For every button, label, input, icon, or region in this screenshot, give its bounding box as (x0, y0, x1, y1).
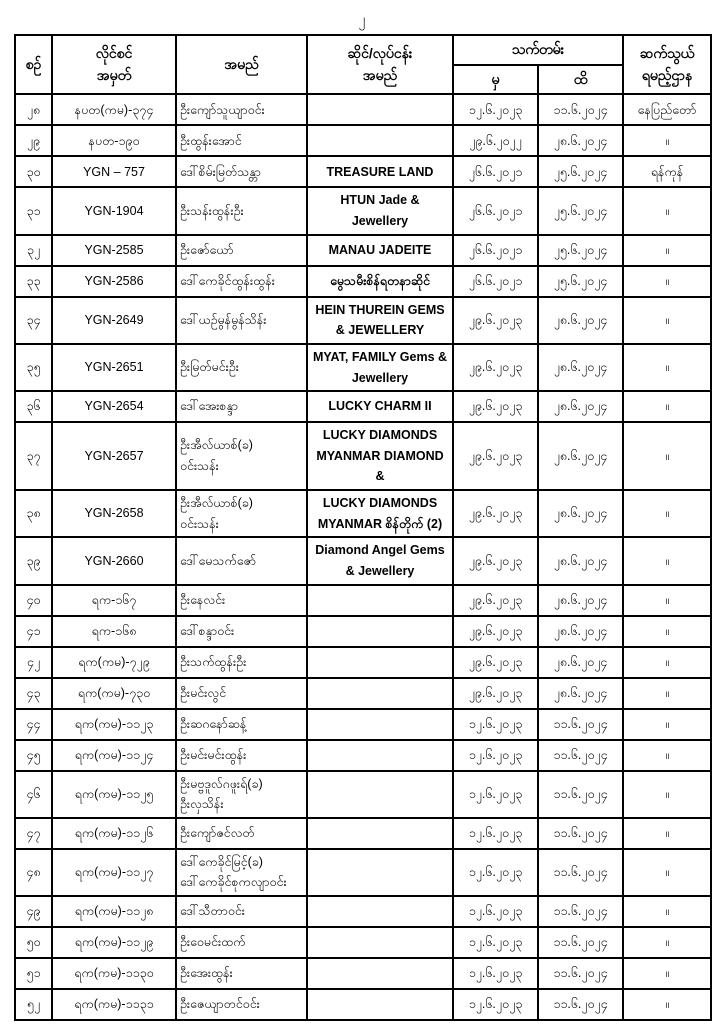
serial-cell: ၃၄ (15, 297, 52, 344)
license-number-cell: YGN-1904 (52, 187, 176, 234)
col-header-validity-label: သက်တမ်း (511, 41, 565, 57)
license-number-cell: YGN-2651 (52, 344, 176, 391)
table-row (15, 896, 711, 927)
serial-cell: ၄၁ (15, 616, 52, 647)
valid-to-date-cell: ၁၁.၆.၂၀၂၄ (538, 958, 623, 989)
valid-from-date-cell: ၂၆.၆.၂၀၂၁ (453, 156, 538, 187)
table-row (15, 709, 711, 740)
contact-department-cell: ။ (623, 818, 711, 849)
serial-cell: ၄၀ (15, 585, 52, 616)
licensee-name-cell: ဦးကျော်သူယျာဝင်း (176, 94, 307, 125)
col-header-license-line2: အမှတ် (96, 66, 132, 83)
serial-cell: ၅၀ (15, 927, 52, 958)
contact-department-cell: ။ (623, 771, 711, 818)
table-row (15, 958, 711, 989)
serial-cell: ၄၃ (15, 678, 52, 709)
valid-to-date-cell: ၂၈.၆.၂၀၂၄ (538, 297, 623, 344)
col-header-contact-department (623, 35, 711, 94)
contact-department-cell: ။ (623, 896, 711, 927)
col-header-validity (453, 35, 623, 65)
table-row (15, 537, 711, 584)
licensee-name-cell: ဦးဇေယျာတင်ဝင်း (176, 989, 307, 1020)
license-number-cell: ရက(ကမ)-၁၁၃၁ (52, 989, 176, 1020)
contact-department-cell: ။ (623, 709, 711, 740)
licensee-name-cell: ဒေါ်သီတာဝင်း (176, 896, 307, 927)
licensee-name-cell: ဦးအီလ်ယာစ်(ခ) ဝင်းသန်း (176, 490, 307, 537)
table-row (15, 490, 711, 537)
license-number-cell: ရက(ကမ)-၁၁၂၈ (52, 896, 176, 927)
serial-cell: ၃၀ (15, 156, 52, 187)
valid-to-date-cell: ၂၈.၆.၂၀၂၄ (538, 585, 623, 616)
shop-name-cell: MANAU JADEITE (307, 235, 453, 266)
valid-to-date-cell: ၂၈.၆.၂၀၂၄ (538, 537, 623, 584)
serial-cell: ၄၇ (15, 818, 52, 849)
table-row (15, 235, 711, 266)
valid-from-date-cell: ၁၂.၆.၂၀၂၃ (453, 958, 538, 989)
licensee-name-cell: ဦးဇော်ယော် (176, 235, 307, 266)
col-header-valid-to (538, 65, 623, 95)
serial-cell: ၃၇ (15, 422, 52, 490)
table-row (15, 849, 711, 896)
shop-name-cell (307, 849, 453, 896)
col-header-shop-line2: အမည် (362, 66, 398, 83)
serial-cell: ၃၂ (15, 235, 52, 266)
table-row (15, 297, 711, 344)
contact-department-cell: ။ (623, 422, 711, 490)
table-row (15, 266, 711, 297)
licensee-name-cell: ဒေါ်ကေခိုင်ထွန်းထွန်း (176, 266, 307, 297)
license-number-cell: ရက-၁၆၇ (52, 585, 176, 616)
licensee-name-cell: ဦးထွန်းအောင် (176, 125, 307, 156)
contact-department-cell: ။ (623, 740, 711, 771)
licensee-name-cell: ဒေါ်ယဉ်မွန်မွန်သိန်း (176, 297, 307, 344)
licensee-name-cell: ဦးမဗ္ဗဒူလ်ဂဖူးရ်(ခ) ဦးလှသိန်း (176, 771, 307, 818)
licensee-name-cell: ဦးမင်းမင်းထွန်း (176, 740, 307, 771)
serial-cell: ၄၄ (15, 709, 52, 740)
license-number-cell: နပတ(ကမ)-၃၇၄ (52, 94, 176, 125)
licensee-name-cell: ဦးသန်းထွန်းဦး (176, 187, 307, 234)
license-number-cell: ရက-၁၆၈ (52, 616, 176, 647)
license-table-header (15, 35, 711, 94)
table-row (15, 391, 711, 422)
valid-to-date-cell: ၁၁.၆.၂၀၂၄ (538, 709, 623, 740)
valid-to-date-cell: ၁၁.၆.၂၀၂၄ (538, 849, 623, 896)
valid-from-date-cell: ၂၉.၆.၂၀၂၂ (453, 125, 538, 156)
page-number: ၂ (358, 11, 366, 27)
valid-from-date-cell: ၁၂.၆.၂၀၂၃ (453, 927, 538, 958)
shop-name-cell: Diamond Angel Gems & Jewellery (307, 537, 453, 584)
licensee-name-cell: ဒေါ်စိမ်းမြတ်သန္တာ (176, 156, 307, 187)
serial-cell: ၅၁ (15, 958, 52, 989)
serial-cell: ၃၅ (15, 344, 52, 391)
valid-to-date-cell: ၂၈.၆.၂၀၂၄ (538, 647, 623, 678)
license-number-cell: YGN-2585 (52, 235, 176, 266)
contact-department-cell: ။ (623, 266, 711, 297)
col-header-name-label: အမည် (224, 55, 259, 72)
valid-to-date-cell: ၁၁.၆.၂၀၂၄ (538, 771, 623, 818)
contact-department-cell: ။ (623, 344, 711, 391)
serial-cell: ၄၅ (15, 740, 52, 771)
valid-from-date-cell: ၂၉.၆.၂၀၂၃ (453, 585, 538, 616)
shop-name-cell: HTUN Jade & Jewellery (307, 187, 453, 234)
license-number-cell: YGN-2654 (52, 391, 176, 422)
valid-to-date-cell: ၂၈.၆.၂၀၂၄ (538, 490, 623, 537)
shop-name-cell (307, 818, 453, 849)
license-number-cell: ရက(ကမ)-၁၁၂၃ (52, 709, 176, 740)
license-table (14, 34, 712, 1021)
table-row (15, 585, 711, 616)
shop-name-cell (307, 709, 453, 740)
shop-name-cell: LUCKY CHARM II (307, 391, 453, 422)
valid-to-date-cell: ၂၅.၆.၂၀၂၄ (538, 266, 623, 297)
valid-to-date-cell: ၂၈.၆.၂၀၂၄ (538, 422, 623, 490)
license-number-cell: YGN-2658 (52, 490, 176, 537)
col-header-shop-name (307, 35, 453, 94)
license-number-cell: ရက(ကမ)-၁၁၃၀ (52, 958, 176, 989)
valid-from-date-cell: ၂၉.၆.၂၀၂၃ (453, 490, 538, 537)
license-number-cell: ရက(ကမ)-၇၂၉ (52, 647, 176, 678)
contact-department-cell: ။ (623, 958, 711, 989)
col-header-shop-line1: ဆိုင်/လုပ်ငန်း (347, 45, 413, 61)
contact-department-cell: ရန်ကုန် (623, 156, 711, 187)
contact-department-cell: နေပြည်တော် (623, 94, 711, 125)
contact-department-cell: ။ (623, 927, 711, 958)
table-row (15, 125, 711, 156)
license-number-cell: ရက(ကမ)-၁၁၂၄ (52, 740, 176, 771)
table-row (15, 94, 711, 125)
col-header-contact-line2: ရမည့်ဌာန (641, 66, 693, 83)
table-row (15, 344, 711, 391)
valid-from-date-cell: ၁၂.၆.၂၀၂၃ (453, 849, 538, 896)
license-number-cell: နပတ-၁၉၀ (52, 125, 176, 156)
col-header-valid-from-label: မှ (491, 70, 500, 87)
valid-from-date-cell: ၁၂.၆.၂၀၂၃ (453, 709, 538, 740)
valid-from-date-cell: ၁၂.၆.၂၀၂၃ (453, 989, 538, 1020)
licensee-name-cell: ဒေါ်အေးစန္ဒာ (176, 391, 307, 422)
contact-department-cell: ။ (623, 125, 711, 156)
valid-from-date-cell: ၂၉.၆.၂၀၂၃ (453, 616, 538, 647)
valid-to-date-cell: ၁၁.၆.၂၀၂၄ (538, 818, 623, 849)
licensee-name-cell: ဒေါ်မေသက်ဇော် (176, 537, 307, 584)
license-number-cell: YGN-2660 (52, 537, 176, 584)
licensee-name-cell: ဒေါ်ကေခိုင်မြင့်(ခ) ဒေါ်ကေခိုင်စုကလျာဝင်း (176, 849, 307, 896)
valid-to-date-cell: ၂၈.၆.၂၀၂၄ (538, 344, 623, 391)
serial-cell: ၄၉ (15, 896, 52, 927)
col-header-valid-from (453, 65, 538, 95)
table-row (15, 927, 711, 958)
valid-from-date-cell: ၁၂.၆.၂၀၂၃ (453, 771, 538, 818)
shop-name-cell (307, 989, 453, 1020)
table-row (15, 156, 711, 187)
contact-department-cell: ။ (623, 391, 711, 422)
valid-to-date-cell: ၁၁.၆.၂၀၂၄ (538, 896, 623, 927)
shop-name-cell (307, 896, 453, 927)
valid-from-date-cell: ၂၉.၆.၂၀၂၃ (453, 391, 538, 422)
table-row (15, 422, 711, 490)
valid-to-date-cell: ၂၅.၆.၂၀၂၄ (538, 156, 623, 187)
valid-to-date-cell: ၁၁.၆.၂၀၂၄ (538, 740, 623, 771)
license-number-cell: ရက(ကမ)-၁၁၂၇ (52, 849, 176, 896)
valid-from-date-cell: ၁၂.၆.၂၀၂၃ (453, 896, 538, 927)
valid-from-date-cell: ၂၆.၆.၂၀၂၁ (453, 235, 538, 266)
table-row (15, 818, 711, 849)
shop-name-cell: LUCKY DIAMONDS MYANMAR DIAMOND & (307, 422, 453, 490)
valid-from-date-cell: ၂၉.၆.၂၀၂၃ (453, 678, 538, 709)
shop-name-cell (307, 958, 453, 989)
col-header-serial-label: စဉ် (25, 55, 42, 72)
shop-name-cell (307, 927, 453, 958)
table-row (15, 740, 711, 771)
licensee-name-cell: ဦးမင်းလွင် (176, 678, 307, 709)
shop-name-cell (307, 771, 453, 818)
table-row (15, 678, 711, 709)
col-header-name (176, 35, 307, 94)
valid-from-date-cell: ၂၉.၆.၂၀၂၃ (453, 647, 538, 678)
contact-department-cell: ။ (623, 297, 711, 344)
licensee-name-cell: ဦးဝေမင်းထက် (176, 927, 307, 958)
table-row (15, 647, 711, 678)
valid-from-date-cell: ၂၆.၆.၂၀၂၁ (453, 187, 538, 234)
licensee-name-cell: ဦးမြတ်မင်းဦး (176, 344, 307, 391)
licensee-name-cell: ဦးဆဂနော်ဆန့် (176, 709, 307, 740)
valid-to-date-cell: ၂၈.၆.၂၀၂၄ (538, 616, 623, 647)
license-number-cell: YGN-2586 (52, 266, 176, 297)
licensee-name-cell: ဦးအေးထွန်း (176, 958, 307, 989)
valid-from-date-cell: ၂၉.၆.၂၀၂၃ (453, 537, 538, 584)
serial-cell: ၄၈ (15, 849, 52, 896)
table-row (15, 616, 711, 647)
col-header-contact-line1: ဆက်သွယ် (639, 45, 695, 61)
shop-name-cell: TREASURE LAND (307, 156, 453, 187)
shop-name-cell (307, 125, 453, 156)
contact-department-cell: ။ (623, 490, 711, 537)
shop-name-cell: LUCKY DIAMONDS MYANMAR စိန်တိုက် (2) (307, 490, 453, 537)
shop-name-cell (307, 740, 453, 771)
valid-from-date-cell: ၂၉.၆.၂၀၂၃ (453, 422, 538, 490)
valid-from-date-cell: ၂၉.၆.၂၀၂၃ (453, 297, 538, 344)
valid-to-date-cell: ၁၁.၆.၂၀၂၄ (538, 989, 623, 1020)
shop-name-cell (307, 647, 453, 678)
license-table-body (15, 94, 711, 1020)
table-row (15, 771, 711, 818)
licensee-name-cell: ဦးသက်ထွန်းဦး (176, 647, 307, 678)
valid-from-date-cell: ၁၂.၆.၂၀၂၃ (453, 94, 538, 125)
contact-department-cell: ။ (623, 678, 711, 709)
contact-department-cell: ။ (623, 235, 711, 266)
shop-name-cell (307, 616, 453, 647)
serial-cell: ၃၆ (15, 391, 52, 422)
valid-to-date-cell: ၁၁.၆.၂၀၂၄ (538, 94, 623, 125)
serial-cell: ၅၂ (15, 989, 52, 1020)
shop-name-cell (307, 585, 453, 616)
contact-department-cell: ။ (623, 849, 711, 896)
valid-from-date-cell: ၂၉.၆.၂၀၂၃ (453, 344, 538, 391)
license-number-cell: YGN – 757 (52, 156, 176, 187)
valid-to-date-cell: ၁၁.၆.၂၀၂၄ (538, 927, 623, 958)
contact-department-cell: ။ (623, 537, 711, 584)
col-header-license-line1: လိုင်စင် (95, 45, 133, 61)
table-row (15, 989, 711, 1020)
valid-from-date-cell: ၂၆.၆.၂၀၂၁ (453, 266, 538, 297)
valid-from-date-cell: ၁၂.၆.၂၀၂၃ (453, 740, 538, 771)
serial-cell: ၂၉ (15, 125, 52, 156)
header-row-top (15, 35, 711, 65)
serial-cell: ၄၂ (15, 647, 52, 678)
serial-cell: ၃၉ (15, 537, 52, 584)
valid-to-date-cell: ၂၈.၆.၂၀၂၄ (538, 125, 623, 156)
licensee-name-cell: ဦးကျော်ဇင်လတ် (176, 818, 307, 849)
contact-department-cell: ။ (623, 585, 711, 616)
shop-name-cell (307, 678, 453, 709)
license-number-cell: ရက(ကမ)-၁၁၂၉ (52, 927, 176, 958)
col-header-serial (15, 35, 52, 94)
licensee-name-cell: ဒေါ်စန္ဒာဝင်း (176, 616, 307, 647)
shop-name-cell: မွေသမီးစိန်ရတနာဆိုင် (307, 266, 453, 297)
shop-name-cell: MYAT, FAMILY Gems & Jewellery (307, 344, 453, 391)
serial-cell: ၃၈ (15, 490, 52, 537)
serial-cell: ၃၁ (15, 187, 52, 234)
valid-to-date-cell: ၂၈.၆.၂၀၂၄ (538, 391, 623, 422)
valid-from-date-cell: ၁၂.၆.၂၀၂၃ (453, 818, 538, 849)
contact-department-cell: ။ (623, 187, 711, 234)
col-header-valid-to-label: ထိ (573, 70, 588, 87)
license-number-cell: YGN-2649 (52, 297, 176, 344)
serial-cell: ၃၃ (15, 266, 52, 297)
license-number-cell: ရက(ကမ)-၇၃၀ (52, 678, 176, 709)
contact-department-cell: ။ (623, 647, 711, 678)
col-header-license-number (52, 35, 176, 94)
table-row (15, 187, 711, 234)
shop-name-cell: HEIN THUREIN GEMS & JEWELLERY (307, 297, 453, 344)
licensee-name-cell: ဦးအီလ်ယာစ်(ခ) ဝင်းသန်း (176, 422, 307, 490)
shop-name-cell (307, 94, 453, 125)
license-number-cell: ရက(ကမ)-၁၁၂၅ (52, 771, 176, 818)
serial-cell: ၄၆ (15, 771, 52, 818)
valid-to-date-cell: ၂၈.၆.၂၀၂၄ (538, 678, 623, 709)
valid-to-date-cell: ၂၅.၆.၂၀၂၄ (538, 187, 623, 234)
license-number-cell: ရက(ကမ)-၁၁၂၆ (52, 818, 176, 849)
serial-cell: ၂၈ (15, 94, 52, 125)
contact-department-cell: ။ (623, 989, 711, 1020)
valid-to-date-cell: ၂၅.၆.၂၀၂၄ (538, 235, 623, 266)
licensee-name-cell: ဦးနေလင်း (176, 585, 307, 616)
license-number-cell: YGN-2657 (52, 422, 176, 490)
contact-department-cell: ။ (623, 616, 711, 647)
